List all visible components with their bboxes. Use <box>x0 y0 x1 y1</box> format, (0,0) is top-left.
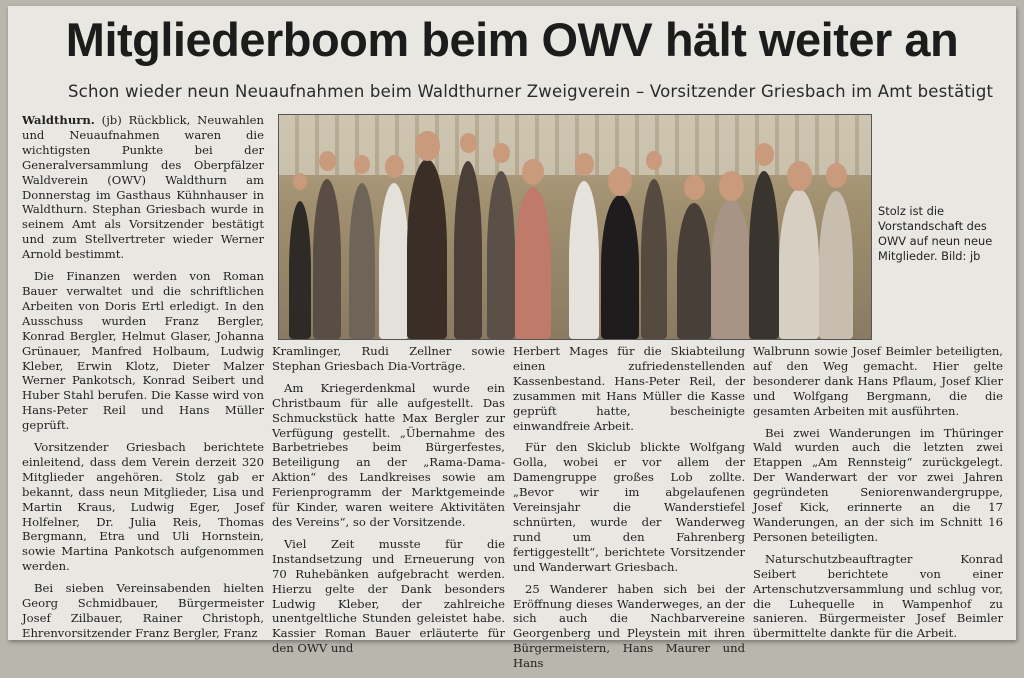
article-column-3 <box>513 344 745 678</box>
photo-person-head <box>293 173 307 190</box>
photo-person-head <box>522 159 544 185</box>
photo-person <box>289 201 311 339</box>
dateline: Waldthurn. <box>22 113 95 127</box>
newspaper-clipping <box>8 6 1016 671</box>
photo-person <box>454 161 482 339</box>
photo-person-head <box>354 155 370 174</box>
paragraph: Bei zwei Wanderungen im Thüringer Wald wurden auch die letzten zwei Etappen „Am Rennsteig“ zurückgelegt. Der Wanderwart der vor zwei Jahren gegründeten Seniorenwandergruppe, Josef Kick, erinnerte an die 17 Wanderungen, an der sich im Schnitt 16 Personen beteiligten. <box>753 425 1003 544</box>
paragraph: Bei sieben Vereinsabenden hielten Georg Schmidbauer, Bürgermeister Josef Zilbauer, Rainer Christoph, Ehrenvorsitzender Franz Bergler, Franz <box>22 581 264 640</box>
photo-person <box>407 159 447 339</box>
photo-person <box>641 179 667 339</box>
headline: Mitgliederboom beim OWV hält weiter an <box>65 13 959 66</box>
photo-person <box>379 183 409 339</box>
paragraph-text: (jb) Rückblick, Neuwahlen und Neuaufnahmen waren die wichtigsten Punkte bei der Generalversammlung des Oberpfälzer Waldverein (OWV) Waldthurn am Donnerstag im Gasthaus Kühnhauser in Waldthurn. Stephan Griesbach wurde in seinem Amt als Vorsitzender bestätigt und zum Stellvertreter wieder Werner Arnold bestimmt. <box>22 113 264 262</box>
lead-paragraph <box>22 113 264 262</box>
paragraph: Viel Zeit musste für die Instandsetzung und Erneuerung von 70 Ruhebänken aufgebracht werden. Hierzu gelte der Dank besonders Ludwig Kleber, der zahlreiche unentgeltliche Stunden geleistet habe. Kassier Roman Bauer erläuterte für den OWV und <box>272 536 505 656</box>
article-column-1 <box>22 113 264 648</box>
photo-person-head <box>826 163 847 188</box>
photo-person-head <box>415 131 440 161</box>
photo-person <box>819 191 853 339</box>
paragraph: Herbert Mages für die Skiabteilung einen zufriedenstellenden Kassenbestand. Hans-Peter Reil, der zusammen mit Hans Müller die Kasse geprüft hatte, bescheinigte einwandfreie Arbeit. <box>513 344 745 433</box>
paragraph: Die Finanzen werden von Roman Bauer verwaltet und die schriftlichen Arbeiten von Doris Ertl erledigt. In den Ausschuss wurden Franz Bergler, Konrad Bergler, Helmut Glaser, Johanna Grünauer, Manfred Holbaum, Ludwig Kleber, Erwin Klotz, Dieter Malzer Werner Pankotsch, Konrad Seibert und Huber Stahl berufen. Die Kasse wird von Hans-Peter Reil und Hans Müller geprüft. <box>22 269 264 433</box>
photo-person <box>711 199 751 339</box>
photo-person-head <box>787 161 812 191</box>
photo-person <box>313 179 341 339</box>
paragraph: Walbrunn sowie Josef Beimler beteiligten, auf den Weg gemacht. Hier gelte besonderer dank Hans Pflaum, Josef Klier und Wolfgang Bergmann, die die gesamten Arbeiten mit ausführten. <box>753 344 1003 418</box>
photo-person-head <box>493 143 510 163</box>
article-column-4 <box>753 344 1003 648</box>
photo-person-head <box>684 175 705 200</box>
photo-person <box>349 183 375 339</box>
photo-person <box>601 195 639 339</box>
subheadline: Schon wieder neun Neuaufnahmen beim Waldthurner Zweigverein – Vorsitzender Griesbach im Amt bestätigt <box>68 82 994 101</box>
photo-person-head <box>319 151 336 171</box>
photo-person-head <box>385 155 404 178</box>
paragraph: Naturschutzbeauftragter Konrad Seibert berichtete von einer Artenschutzversammlung und schlug vor, die Luhequelle in Wampenhof zu sanieren. Bürgermeister Josef Beimler übermittelte dankte für die Arbeit. <box>753 551 1003 641</box>
photo-person <box>569 181 599 339</box>
photo-person-head <box>755 143 774 166</box>
photo-person <box>779 189 819 339</box>
photo-person <box>749 171 779 339</box>
photo-caption: Stolz ist die Vorstandschaft des OWV auf neun neue Mitglieder. Bild: jb <box>878 204 993 263</box>
paragraph: Am Kriegerdenkmal wurde ein Christbaum für alle aufgestellt. Das Schmuckstück hatte Max Bergler zur Verfügung gestellt. „Übernahme des Barbetriebes beim Bürgerfestes, Beteiligung an der „Rama-Dama-Aktion“ des Landkreises sowie am Ferienprogramm der Marktgemeinde für Kinder, waren weitere Aktivitäten des Vereins“, so der Vorsitzende. <box>272 380 505 529</box>
photo-person-head <box>608 167 632 196</box>
photo-person <box>677 203 711 339</box>
photo-person <box>487 171 515 339</box>
paragraph: Kramlinger, Rudi Zellner sowie Stephan Griesbach Dia-Vorträge. <box>272 344 505 373</box>
paragraph: Für den Skiclub blickte Wolfgang Golla, wobei er vor allem der Damengruppe großes Lob zollte. „Bevor wir im abgelaufenen Vereinsjahr die Wanderstiefel schnürten, wurde der Wanderweg rund um den Fahrenberg fertiggestellt“, berichtete Vorsitzender und Wanderwart Griesbach. <box>513 440 745 574</box>
paragraph: Vorsitzender Griesbach berichtete einleitend, dass dem Verein derzeit 320 Mitglieder angehören. Stolz gab er bekannt, dass neun Mitglieder, Lisa und Martin Kraus, Ludwig Eger, Josef Holfelner, Dr. Julia Reis, Thomas Bergmann, Etra und Uli Hornstein, sowie Martina Pankotsch aufgenommen werden. <box>22 440 264 574</box>
photo-person-head <box>575 153 594 176</box>
paragraph: 25 Wanderer haben sich bei der Eröffnung dieses Wanderweges, an der sich auch die Nachbarvereine Georgenberg und Pleystein mit ihren Bürgermeistern, Hans Maurer und Hans <box>513 581 745 671</box>
photo-person <box>515 187 551 339</box>
photo-person-head <box>719 171 744 201</box>
group-photo <box>278 114 872 340</box>
photo-person-head <box>460 133 477 153</box>
photo-person-head <box>646 151 662 170</box>
article-column-2 <box>272 344 505 663</box>
